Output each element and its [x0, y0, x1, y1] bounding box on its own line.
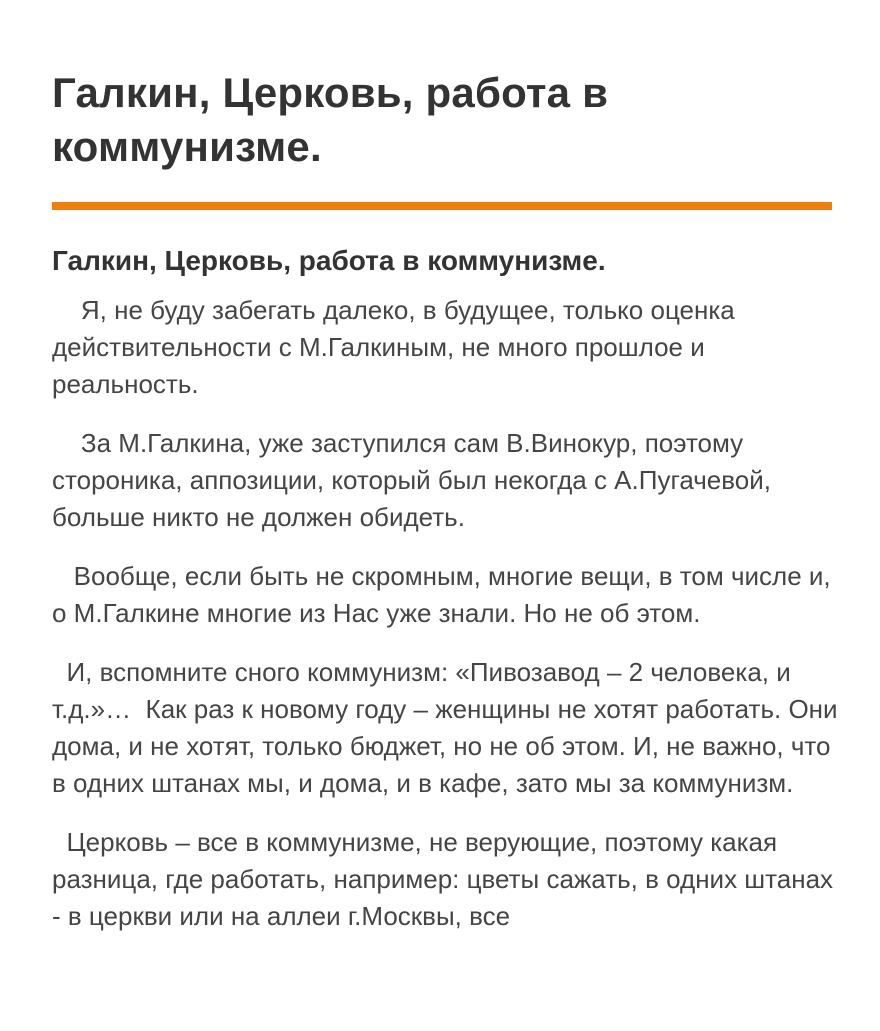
article-paragraph: Церковь – все в коммунизме, не верующие, поэтому какая разница, где работать, например: цветы сажать, в одних штанах - в церкви или на аллеи г.Москвы, все — [52, 827, 841, 931]
article-paragraph: Вообще, если быть не скромным, многие вещи, в том числе и, о М.Галкине многие из Нас уже знали. Но не об этом. — [52, 561, 838, 628]
article-heading: Галкин, Церковь, работа в коммунизме. — [52, 245, 606, 276]
article-paragraph: За М.Галкина, уже заступился сам В.Винокур, поэтому стороника, аппозиции, который был некогда с А.Пугачевой, больше никто не должен обидеть. — [52, 428, 779, 532]
page-title: Галкин, Церковь, работа в коммунизме. — [52, 69, 609, 170]
title-divider — [52, 202, 832, 210]
article-paragraph: Я, не буду забегать далеко, в будущее, только оценка действительности с М.Галкиным, не много прошлое и реальность. — [52, 295, 742, 399]
article-paragraph: И, вспомните сного коммунизм: «Пивозавод – 2 человека, и т.д.»… Как раз к новому году – женщины не хотят работать. Они дома, и не хотят, только бюджет, но не об этом. И, не важно, что в одних штанах мы, и дома, и в кафе, зато мы за коммунизм. — [52, 657, 845, 798]
article-body — [52, 236, 845, 957]
